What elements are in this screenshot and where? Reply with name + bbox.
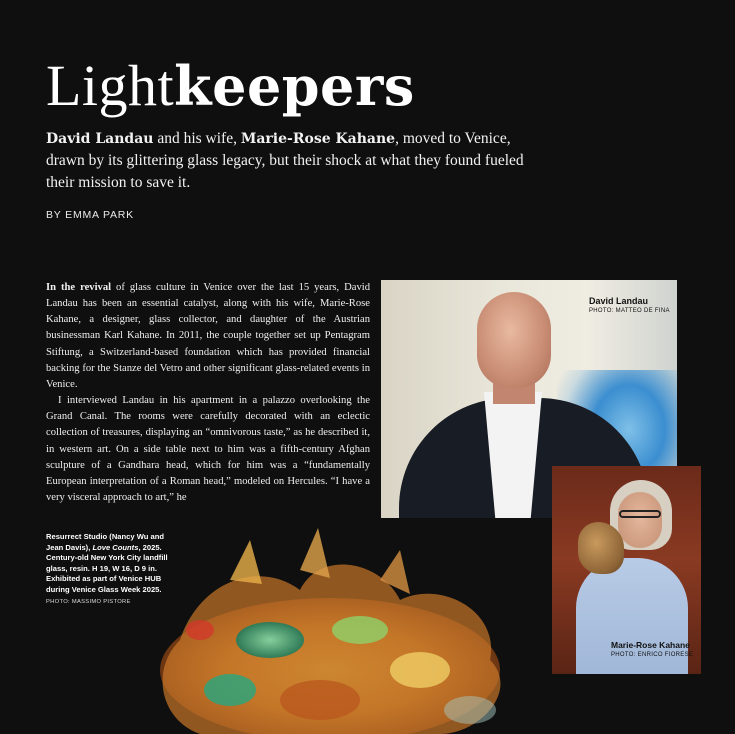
eyeglasses [619, 510, 661, 518]
caption-david-landau [589, 296, 670, 314]
article-body [46, 280, 370, 506]
caption-credit: PHOTO: MATTEO DE FINA [589, 308, 670, 314]
body-paragraph-1 [46, 280, 370, 393]
caption-marie-rose-kahane [611, 640, 693, 658]
caption-name: Marie-Rose Kahane [611, 640, 690, 650]
title-bold: keepers [174, 54, 415, 118]
body-lead-in: In the revival [46, 282, 112, 293]
caption-name: David Landau [589, 296, 649, 306]
sculpture-caption-details: , 2025. Century-old New York City landfill glass, resin. H 19, W 16, D 9 in. Exhibited as part of Venice HUB during Venice Glass Week 2025. [46, 542, 168, 594]
article-deck [46, 128, 526, 194]
deck-name-2: Marie-Rose Kahane [240, 131, 396, 147]
caption-credit: PHOTO: ENRICO FIORESE [611, 652, 694, 658]
body-paragraph-2: I interviewed Landau in his apartment in a palazzo overlooking the Grand Canal. The rooms were carefully decorated with an eclectic collection of treasures, displaying an “omnivorous taste,” as he described it, in western art. On a side table next to him was a fifth-century Afghan sculpture of a Gandhara head, which for him was a “fundamentally European interpretation of a Roman head,” modeled on Hercules. “I have a very visceral approach to art,” he [46, 395, 370, 504]
deck-text-2: , moved to Venice, drawn by its glittering glass legacy, but their shock at what they found fueled their mission to save it. [46, 130, 524, 191]
sculpture-caption [46, 532, 168, 607]
body-paragraph-1-text: of glass culture in Venice over the last 15 years, David Landau has been an essential catalyst, along with his wife, Marie-Rose Kahane, a designer, glass collector, and daughter of the Austrian businessman Karl Kahane. In 2011, the couple together set up Pentagram Stiftung, a Switzerland-based foundation which has provided financial backing for the Stanze del Vetro and other significant glass-related events in Venice. [46, 282, 370, 390]
sculpture-caption-artist: Resurrect Studio (Nancy Wu and Jean Davis), [46, 532, 165, 552]
face [618, 492, 662, 548]
deck-text-1: and his wife, [153, 130, 241, 147]
sculpture-caption-credit: PHOTO: MASSIMO PISTORE [46, 598, 131, 605]
held-glass-object [578, 522, 624, 574]
deck-name-1: David Landau [46, 131, 154, 147]
article-title [46, 52, 415, 120]
title-light: Light [46, 53, 175, 118]
head [477, 292, 551, 388]
sculpture-caption-title: Love Counts [92, 542, 139, 552]
byline: BY EMMA PARK [46, 209, 134, 221]
